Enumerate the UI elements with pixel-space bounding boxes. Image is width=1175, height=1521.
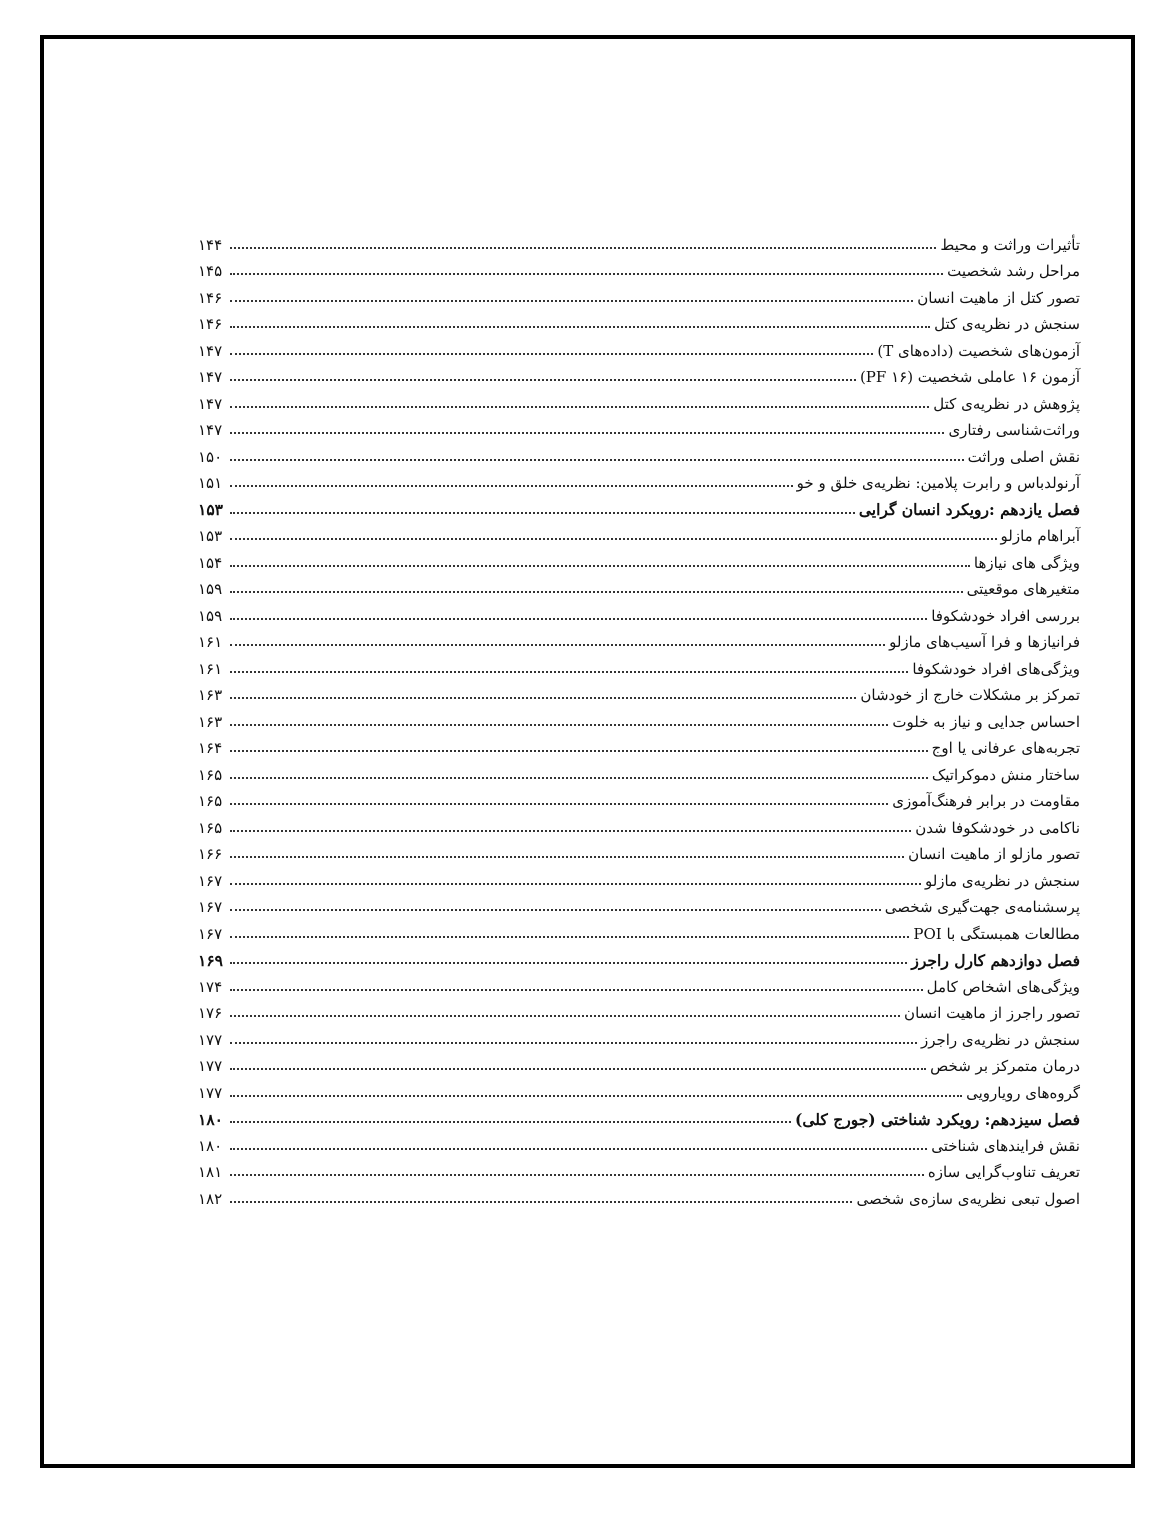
toc-page-number: ۱۵۳ (198, 500, 223, 519)
toc-entry-title: فصل یازدهم :رویکرد انسان گرایی (858, 500, 1080, 519)
toc-page-number: ۱۴۵ (198, 262, 223, 280)
toc-entry-title: تصور کتل از ماهیت انسان (917, 288, 1080, 307)
toc-entry-title: فرانیازها و فرا آسیب‌های مازلو (889, 633, 1080, 651)
toc-entry (198, 650, 1080, 677)
toc-entry-title: تعریف تناوب‌گرایی سازه (927, 1163, 1080, 1181)
toc-entry (198, 465, 1080, 492)
toc-page-number: ۱۸۱ (198, 1163, 223, 1181)
toc-chapter-entry (198, 1101, 1080, 1128)
toc-entry (198, 359, 1080, 386)
toc-entry-title: اصول تبعی نظریه‌ی سازه‌ی شخصی (856, 1189, 1080, 1208)
toc-entry-title: مراحل رشد شخصیت (947, 262, 1080, 280)
toc-dot-leader (230, 273, 943, 275)
toc-entry-title: ویژگی‌های افراد خودشکوفا (912, 659, 1080, 678)
toc-dot-leader (230, 1095, 962, 1097)
toc-dot-leader (230, 830, 911, 832)
toc-page-number: ۱۶۵ (198, 818, 223, 837)
toc-entry-title: ویژگی‌های اشخاص کامل (926, 977, 1080, 996)
toc-page-number: ۱۶۳ (198, 686, 223, 704)
toc-entry (198, 571, 1080, 598)
toc-entry-title: سنجش در نظریه‌ی کتل (934, 315, 1080, 333)
toc-entry-title: سنجش در نظریه‌ی مازلو (924, 871, 1080, 890)
toc-page-number: ۱۶۴ (198, 739, 223, 757)
toc-entry (198, 597, 1080, 624)
toc-entry (198, 730, 1080, 757)
toc-dot-leader (230, 724, 888, 726)
toc-dot-leader (230, 406, 929, 408)
toc-dot-leader (230, 432, 944, 434)
toc-entry-title: تصور مازلو از ماهیت انسان (908, 845, 1080, 863)
toc-dot-leader (230, 1121, 791, 1123)
toc-entry-title: آزمون ۱۶ عاملی شخصیت (PF ۱۶) (859, 368, 1080, 386)
toc-dot-leader (230, 671, 908, 673)
toc-entry-title: بررسی افراد خودشکوفا (931, 606, 1080, 625)
toc-entry (198, 306, 1080, 333)
toc-dot-leader (230, 1148, 927, 1150)
toc-dot-leader (230, 379, 856, 381)
toc-page-number: ۱۸۰ (198, 1136, 223, 1155)
toc-entry (198, 809, 1080, 836)
toc-entry (198, 1021, 1080, 1048)
toc-dot-leader (230, 1174, 924, 1176)
toc-entry-title: آرنولدباس و رابرت پلامین: نظریه‌ی خلق و خو (796, 474, 1080, 492)
toc-entry (198, 253, 1080, 280)
toc-page-number: ۱۶۹ (198, 950, 223, 970)
toc-entry (198, 1180, 1080, 1207)
toc-dot-leader (230, 459, 964, 461)
toc-entry (198, 438, 1080, 465)
toc-dot-leader (230, 936, 909, 938)
toc-entry (198, 624, 1080, 651)
toc-page-number: ۱۶۷ (198, 871, 223, 890)
toc-entry-title: مطالعات همبستگی با POI (913, 924, 1080, 943)
toc-chapter-entry (198, 942, 1080, 969)
toc-entry (198, 1154, 1080, 1181)
toc-dot-leader (230, 1042, 917, 1044)
toc-page-number: ۱۶۷ (198, 924, 223, 943)
toc-page-number: ۱۵۰ (198, 447, 223, 466)
toc-dot-leader (230, 538, 997, 540)
toc-entry (198, 995, 1080, 1022)
toc-entry-title: وراثت‌شناسی رفتاری (948, 421, 1080, 439)
toc-entry-title: درمان متمرکز بر شخص (930, 1057, 1080, 1075)
toc-dot-leader (230, 247, 936, 249)
toc-entry (198, 385, 1080, 412)
toc-entry-title: پژوهش در نظریه‌ی کتل (933, 394, 1080, 413)
toc-page-number: ۱۶۱ (198, 659, 223, 678)
toc-entry-title: آبراهام مازلو (1000, 527, 1080, 545)
toc-dot-leader (230, 989, 923, 991)
toc-entry (198, 836, 1080, 863)
toc-page-number: ۱۵۱ (198, 474, 223, 492)
toc-entry (198, 862, 1080, 889)
toc-entry (198, 1127, 1080, 1154)
toc-entry (198, 279, 1080, 306)
toc-page-number: ۱۴۶ (198, 288, 223, 307)
toc-dot-leader (230, 909, 881, 911)
toc-page-number: ۱۶۶ (198, 845, 223, 863)
toc-page-number: ۱۶۳ (198, 712, 223, 731)
table-of-contents (198, 226, 1080, 1207)
toc-dot-leader (230, 485, 793, 487)
toc-page-number: ۱۷۷ (198, 1083, 223, 1102)
toc-dot-leader (230, 962, 907, 964)
toc-dot-leader (230, 300, 913, 302)
toc-page-number: ۱۸۲ (198, 1189, 223, 1208)
toc-page-number: ۱۶۷ (198, 898, 223, 916)
toc-page-number: ۱۵۹ (198, 580, 223, 598)
toc-dot-leader (230, 618, 927, 620)
toc-entry (198, 226, 1080, 253)
toc-page-number: ۱۸۰ (198, 1109, 223, 1129)
toc-page-number: ۱۴۴ (198, 235, 223, 254)
toc-page-number: ۱۷۷ (198, 1030, 223, 1049)
toc-entry-title: ساختار منش دموکراتیک (931, 765, 1080, 784)
toc-dot-leader (230, 353, 873, 355)
toc-page-number: ۱۷۴ (198, 977, 223, 996)
toc-entry (198, 915, 1080, 942)
toc-dot-leader (230, 697, 856, 699)
toc-page-number: ۱۷۶ (198, 1004, 223, 1022)
toc-entry (198, 1048, 1080, 1075)
toc-page-number: ۱۴۷ (198, 368, 223, 386)
toc-page-number: ۱۶۵ (198, 792, 223, 810)
toc-page-number: ۱۵۳ (198, 527, 223, 545)
toc-entry-title: فصل سیزدهم: رویکرد شناختی (جورج کلی) (795, 1109, 1080, 1129)
toc-page-number: ۱۶۱ (198, 633, 223, 651)
toc-entry-title: تجربه‌های عرفانی یا اوج (931, 739, 1080, 757)
toc-entry-title: آزمون‌های شخصیت (داده‌های T) (877, 341, 1080, 360)
toc-entry-title: فصل دوازدهم کارل راجرز (911, 950, 1080, 970)
toc-entry (198, 703, 1080, 730)
toc-entry (198, 677, 1080, 704)
toc-dot-leader (230, 777, 928, 779)
toc-entry (198, 412, 1080, 439)
toc-entry-title: ناکامی در خودشکوفا شدن (915, 818, 1080, 837)
toc-dot-leader (230, 1068, 926, 1070)
toc-page-number: ۱۴۷ (198, 341, 223, 360)
toc-dot-leader (230, 644, 885, 646)
toc-page-number: ۱۶۵ (198, 765, 223, 784)
toc-page-number: ۱۷۷ (198, 1057, 223, 1075)
toc-entry (198, 783, 1080, 810)
toc-dot-leader (230, 856, 904, 858)
toc-entry-title: مقاومت در برابر فرهنگ‌آموزی (892, 792, 1080, 810)
toc-entry-title: سنجش در نظریه‌ی راجرز (920, 1030, 1080, 1049)
toc-page-number: ۱۵۹ (198, 606, 223, 625)
toc-entry-title: احساس جدایی و نیاز به خلوت (892, 712, 1080, 731)
toc-dot-leader (230, 591, 963, 593)
toc-entry (198, 544, 1080, 571)
toc-page-number: ۱۴۷ (198, 394, 223, 413)
toc-entry (198, 889, 1080, 916)
toc-entry (198, 968, 1080, 995)
toc-entry-title: تصور راجرز از ماهیت انسان (904, 1004, 1080, 1022)
toc-entry (198, 518, 1080, 545)
toc-dot-leader (230, 1201, 852, 1203)
toc-entry (198, 756, 1080, 783)
toc-entry-title: تأثیرات وراثت و محیط (940, 235, 1080, 254)
toc-dot-leader (230, 1015, 900, 1017)
toc-dot-leader (230, 326, 930, 328)
toc-entry-title: نقش اصلی وراثت (967, 447, 1080, 466)
toc-page-number: ۱۴۶ (198, 315, 223, 333)
toc-dot-leader (230, 512, 855, 514)
toc-page-number: ۱۵۴ (198, 553, 223, 572)
toc-dot-leader (230, 883, 921, 885)
toc-chapter-entry (198, 491, 1080, 518)
toc-entry-title: گروه‌های رویارویی (966, 1083, 1080, 1102)
toc-entry-title: پرسشنامه‌ی جهت‌گیری شخصی (884, 898, 1080, 916)
toc-dot-leader (230, 803, 888, 805)
toc-entry-title: ویژگی های نیازها (973, 553, 1080, 572)
toc-entry-title: نقش فرایندهای شناختی (931, 1136, 1080, 1155)
toc-entry (198, 1074, 1080, 1101)
toc-entry-title: تمرکز بر مشکلات خارج از خودشان (860, 686, 1080, 704)
toc-dot-leader (230, 750, 928, 752)
toc-dot-leader (230, 565, 970, 567)
toc-entry (198, 332, 1080, 359)
toc-entry-title: متغیرهای موقعیتی (966, 580, 1080, 598)
toc-page-number: ۱۴۷ (198, 421, 223, 439)
